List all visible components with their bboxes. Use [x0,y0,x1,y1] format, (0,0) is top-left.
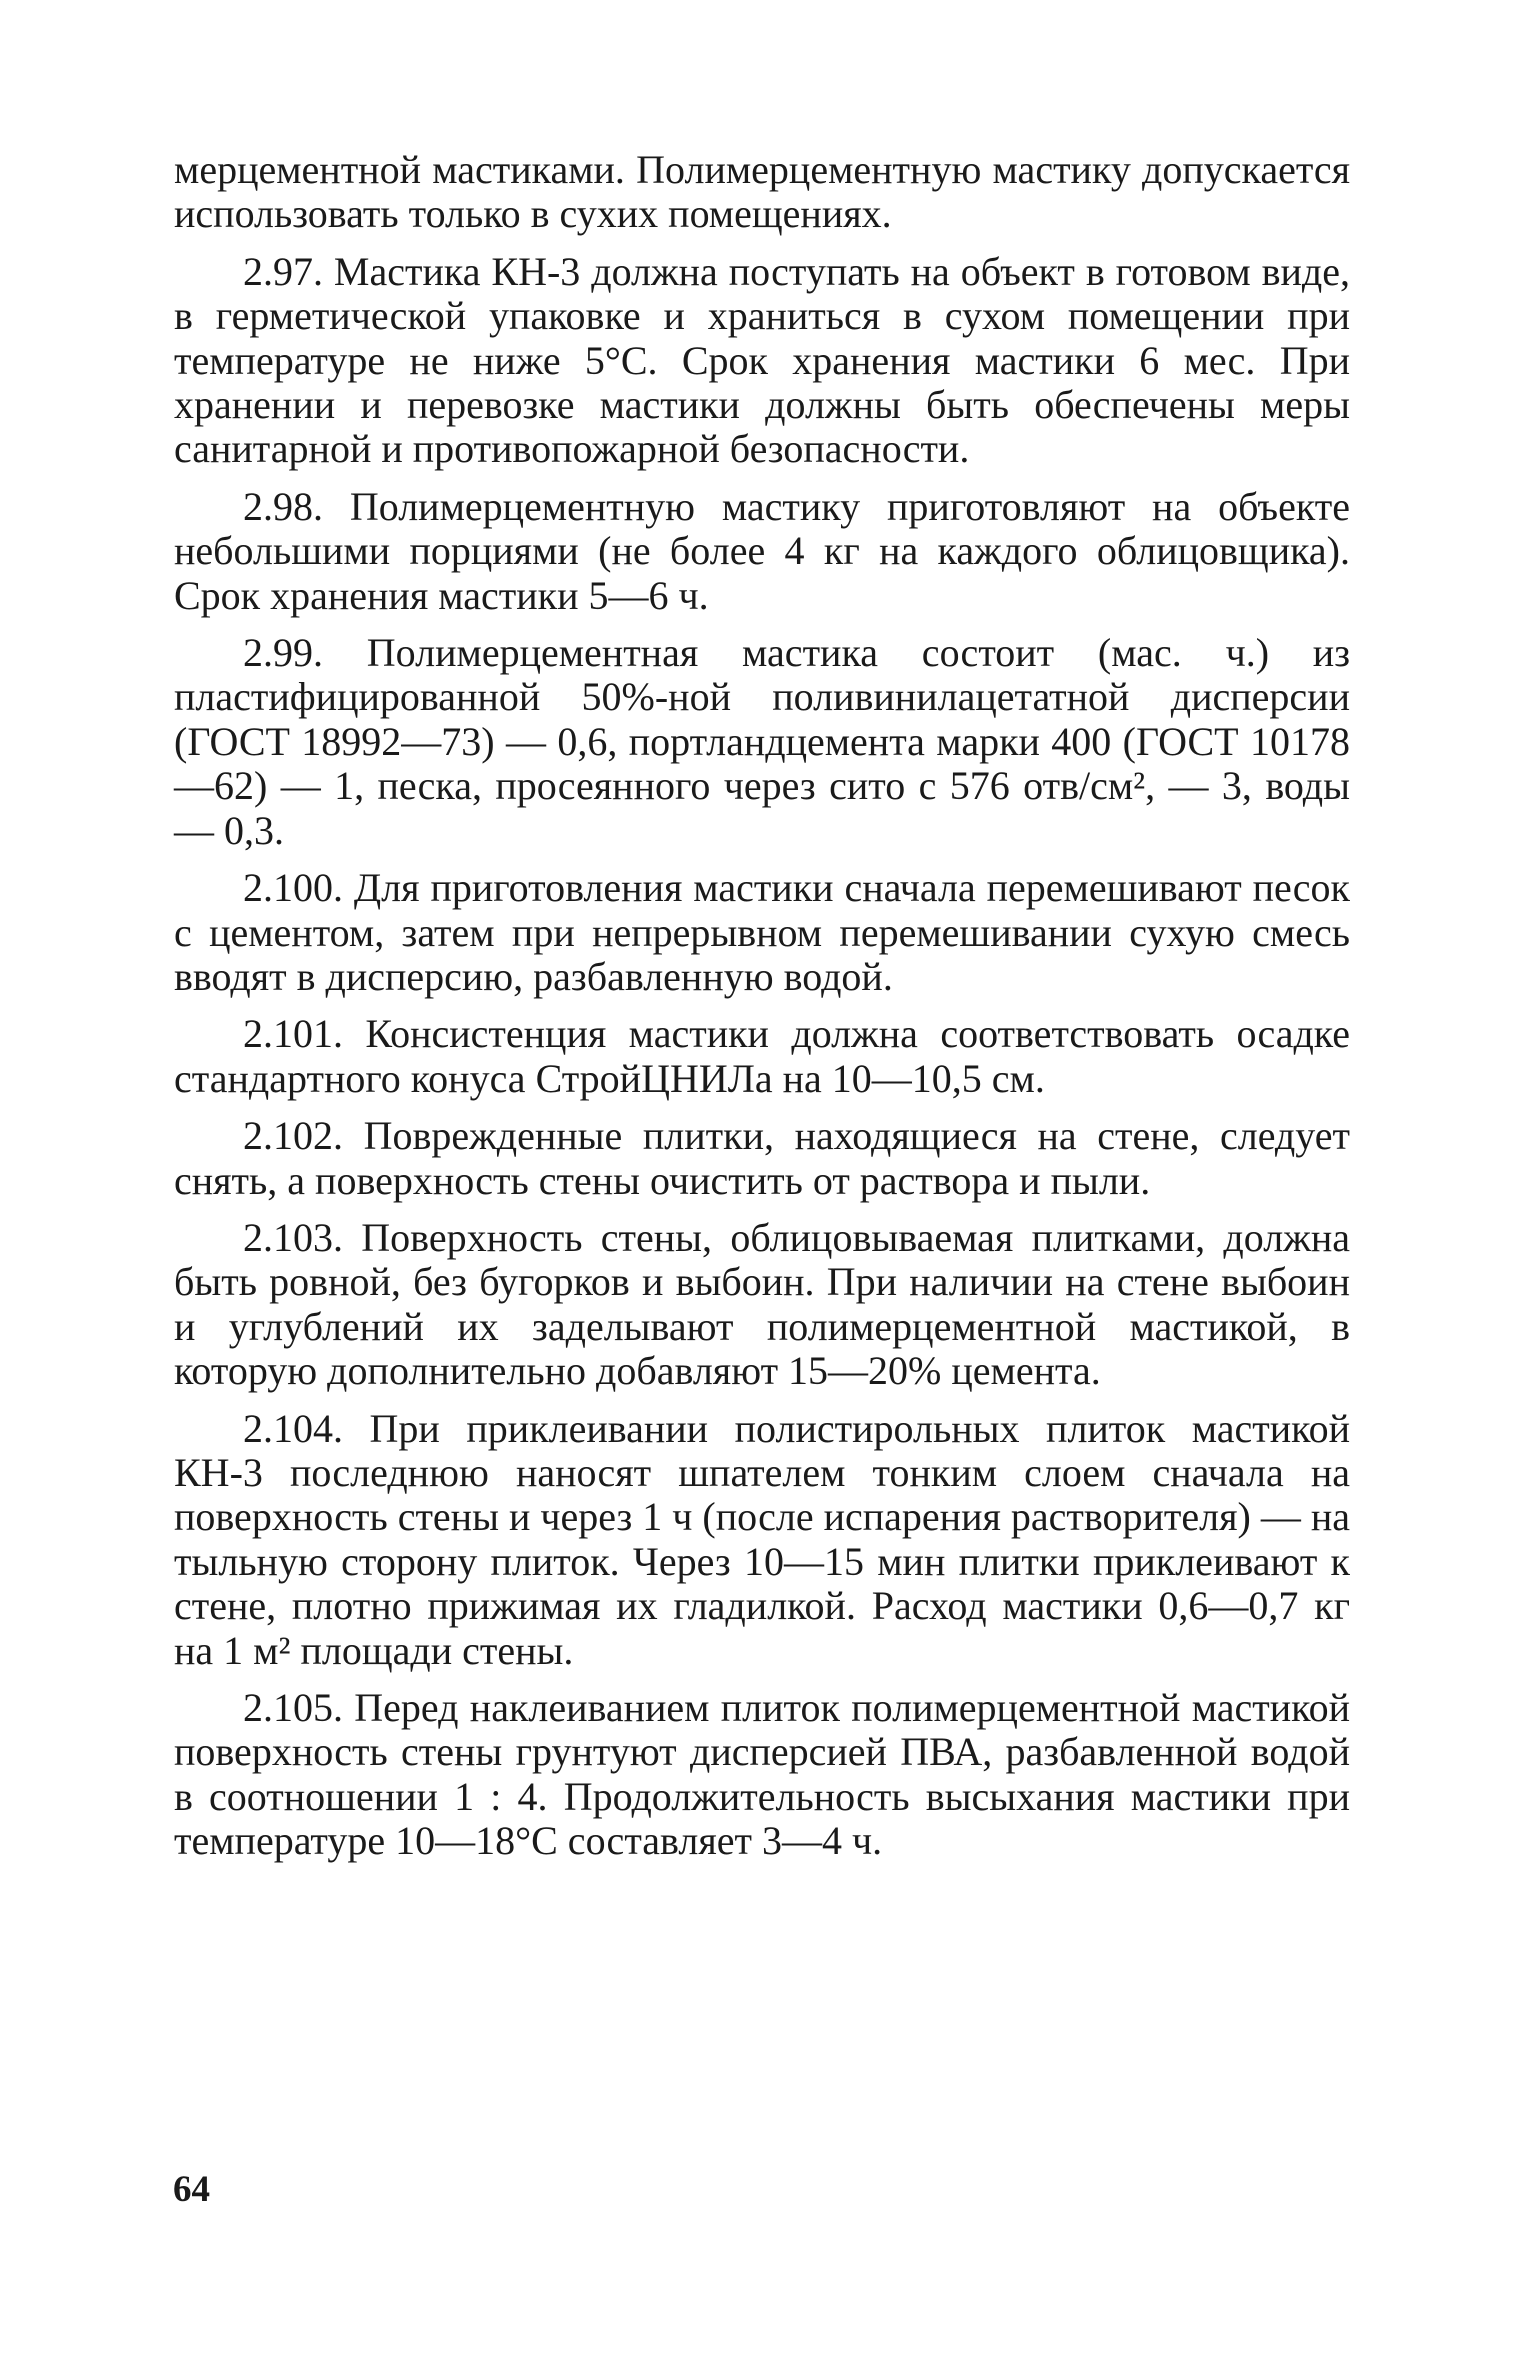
page-number: 64 [173,2169,210,2210]
paragraph-2-105: 2.105. Перед наклеиванием плиток полимерцементной мастикой поверхность стены грунтуют дисперсией ПВА, разбавленной водой в соотношении 1 : 4. Продолжительность высыхания мастики при температуре 10—18°С составляет 3—4 ч. [174,1685,1350,1864]
paragraph-2-98: 2.98. Полимерцементную мастику приготовляют на объекте небольшими порциями (не более 4 кг на каждого облицовщика). Срок хранения мастики 5—6 ч. [174,483,1350,618]
paragraph-2-102: 2.102. Поврежденные плитки, находящиеся на стене, следует снять, а поверхность стены очистить от раствора и пыли. [174,1113,1350,1203]
body-text [174,148,1350,1877]
paragraph-2-104: 2.104. При приклеивании полистирольных плиток мастикой КН-3 последнюю наносят шпателем тонким слоем сначала на поверхность стены и через 1 ч (после испарения растворителя) — на тыльную сторону плиток. Через 10—15 мин плитки приклеивают к стене, плотно прижимая их гладилкой. Расход мастики 0,6—0,7 кг на 1 м² площади стены. [174,1405,1350,1673]
paragraph-2-101: 2.101. Консистенция мастики должна соответствовать осадке стандартного конуса СтройЦНИЛа на 10—10,5 см. [174,1011,1350,1101]
paragraph-2-99: 2.99. Полимерцементная мастика состоит (мас. ч.) из пластифицированной 50%-ной поливинилацетатной дисперсии (ГОСТ 18992—73) — 0,6, портландцемента марки 400 (ГОСТ 10178—62) — 1, песка, просеянного через сито с 576 отв/см², — 3, воды — 0,3. [174,630,1350,853]
paragraph-continuation: мерцементной мастиками. Полимерцементную мастику допускается использовать только в сухих помещениях. [174,147,1350,237]
paragraph-2-103: 2.103. Поверхность стены, облицовываемая плитками, должна быть ровной, без бугорков и выбоин. При наличии на стене выбоин и углублений их заделывают полимерцементной мастикой, в которую дополнительно добавляют 15—20% цемента. [174,1214,1350,1394]
paragraph-2-100: 2.100. Для приготовления мастики сначала перемешивают песок с цементом, затем при непрерывном перемешивании сухую смесь вводят в дисперсию, разбавленную водой. [174,865,1350,999]
paragraph-2-97: 2.97. Мастика КН-3 должна поступать на объект в готовом виде, в герметической упаковке и храниться в сухом помещении при температуре не ниже 5°С. Срок хранения мастики 6 мес. При хранении и перевозке мастики должны быть обеспечены меры санитарной и противопожарной безопасности. [174,248,1350,472]
